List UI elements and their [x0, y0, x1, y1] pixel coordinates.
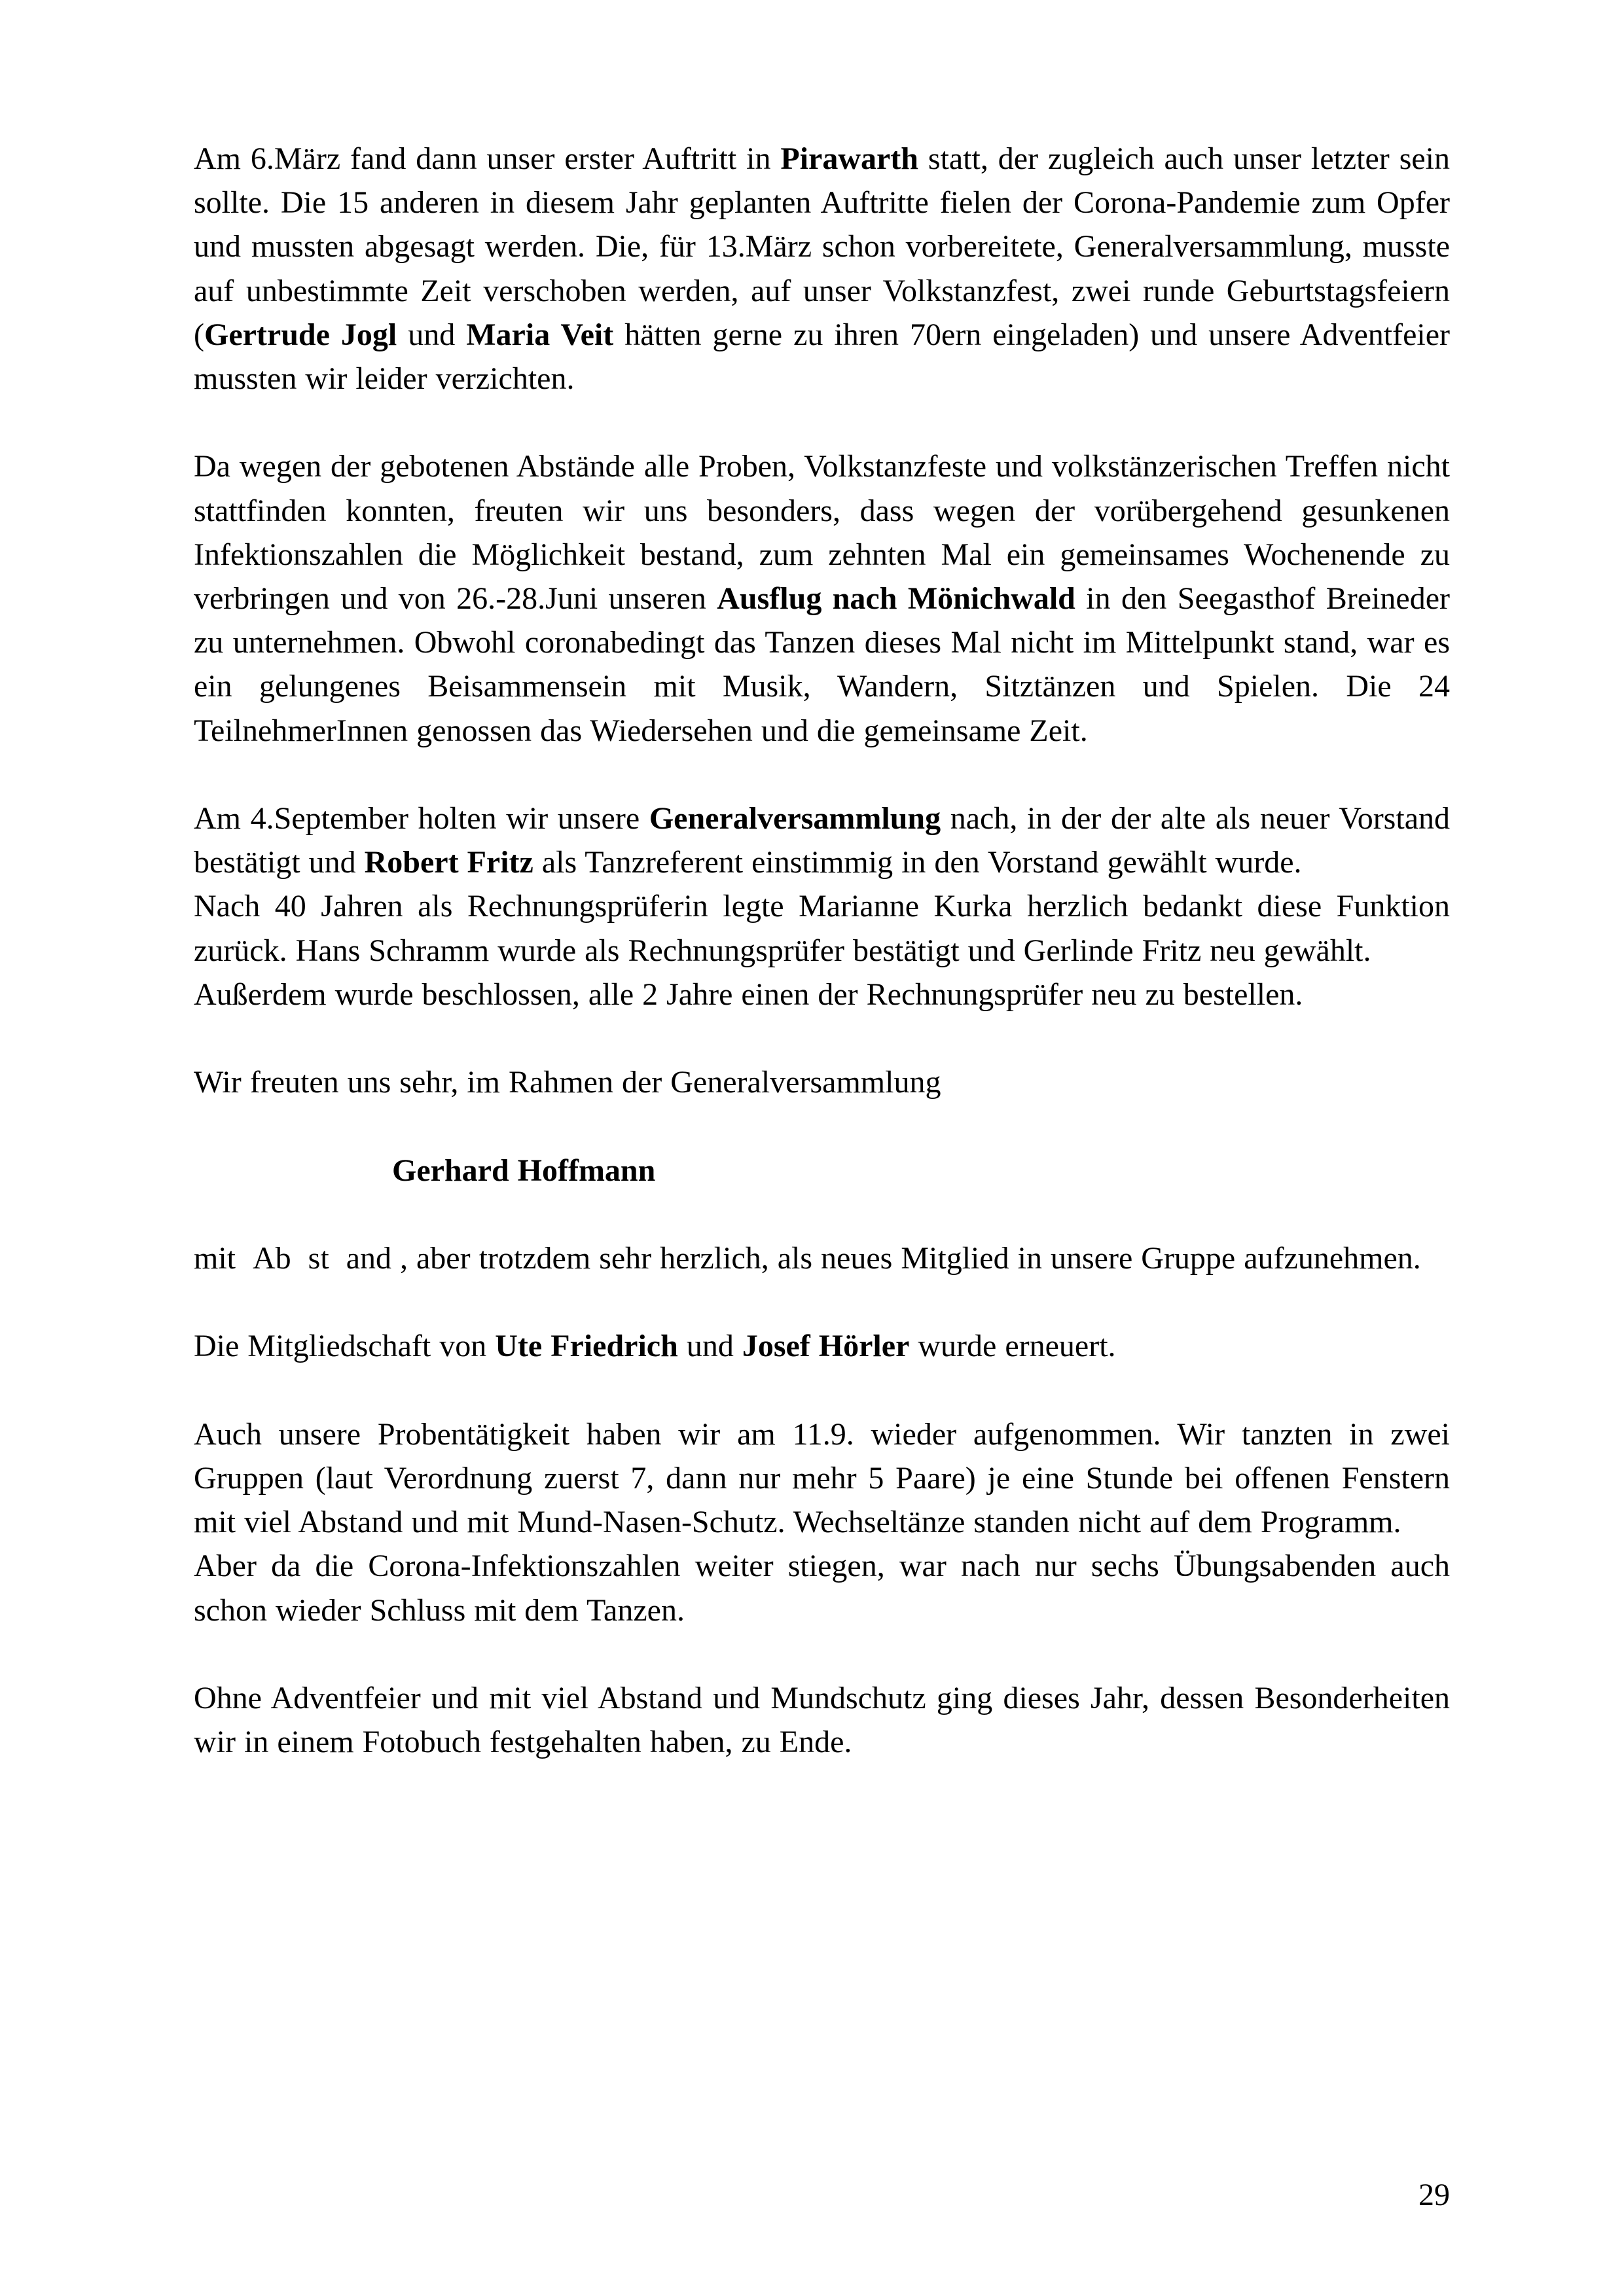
bold-text: Generalversammlung: [649, 801, 941, 836]
text-run: und: [677, 1329, 742, 1364]
text-run: wurde erneuert.: [909, 1329, 1116, 1364]
text-run: mit Ab st and , aber trotzdem sehr herzlich, als neues Mitglied in unsere Gruppe aufzunehmen.: [194, 1241, 1421, 1276]
bold-text: Ute Friedrich: [495, 1329, 678, 1364]
text-run: Wir freuten uns sehr, im Rahmen der Generalversammlung: [194, 1065, 941, 1100]
text-run: Auch unsere Probentätigkeit haben wir am 11.9. wieder aufgenommen. Wir tanzten in zwei Gruppen (laut Verordnung zuerst 7, dann nur mehr 5 Paare) je eine Stunde bei offenen Fenstern mit viel Abstand und mit Mund-Nasen-Schutz. Wechseltänze standen nicht auf dem Programm.: [194, 1416, 1450, 1540]
paragraph-wir-freuten: [194, 1060, 1450, 1104]
bold-text: Robert Fritz: [364, 845, 533, 880]
paragraph-generalversammlung: [194, 797, 1450, 884]
bold-text: Gertrude Jogl: [204, 317, 397, 352]
text-run: und: [397, 317, 467, 352]
paragraph-probentaetigkeit: [194, 1412, 1450, 1545]
text-run: Da wegen der gebotenen Abstände alle Proben, Volkstanzfeste und volkstänzerischen Treffen nicht stattfinden konnten, freuten wir uns besonders, dass wegen der vorübergehend gesunkenen Infektionszahlen die Möglichkeit bestand, zum zehnten Mal ein gemeinsames Wochenende zu verbringen und von 26.-28.Juni unseren: [194, 449, 1450, 617]
bold-text: Pirawarth: [780, 141, 918, 176]
text-run: Außerdem wurde beschlossen, alle 2 Jahre einen der Rechnungsprüfer neu zu bestellen.: [194, 977, 1303, 1012]
paragraph-jahresende: [194, 1676, 1450, 1764]
paragraph-infektionszahlen: [194, 1544, 1450, 1632]
bold-text: Ausflug nach Mönichwald: [717, 581, 1075, 617]
paragraph-ausflug: [194, 444, 1450, 752]
text-run: statt, der zugleich auch unser letzter sein sollte. Die 15 anderen in diesem Jahr geplanten Auftritte fielen der Corona-Pandemie zum Opfer und mussten abgesagt werden. Die, für 13.März schon vorbereitete, Generalversammlung, musste auf unbestimmte Zeit verschoben werden, auf unser Volkstanzfest, zwei runde Geburtstagsfeiern (: [194, 141, 1451, 352]
text-run: Die Mitgliedschaft von: [194, 1329, 496, 1364]
text-run: Nach 40 Jahren als Rechnungsprüferin legte Marianne Kurka herzlich bedankt diese Funktion zurück. Hans Schramm wurde als Rechnungsprüfer bestätigt und Gerlinde Fritz neu gewählt.: [194, 889, 1450, 968]
text-run: nach, in der der alte als neuer Vorstand bestätigt und: [194, 801, 1450, 880]
paragraph-beschluss: [194, 973, 1450, 1016]
paragraph-pirawarth: [194, 137, 1450, 401]
text-run: als Tanzreferent einstimmig in den Vorstand gewählt wurde.: [533, 845, 1302, 880]
bold-text: Gerhard Hoffmann: [392, 1153, 656, 1188]
page-number: 29: [1418, 2178, 1450, 2212]
document-body: [194, 137, 1450, 1764]
text-run: Aber da die Corona-Infektionszahlen weiter stiegen, war nach nur sechs Übungsabenden auch schon wieder Schluss mit dem Tanzen.: [194, 1549, 1450, 1628]
paragraph-abstand: [194, 1236, 1450, 1280]
paragraph-mitgliedschaft: [194, 1324, 1450, 1368]
text-run: Am 4.September holten wir unsere: [194, 801, 649, 836]
bold-text: Josef Hörler: [742, 1329, 910, 1364]
text-run: in den Seegasthof Breineder zu unternehmen. Obwohl coronabedingt das Tanzen dieses Mal nicht im Mittelpunkt stand, war es ein gelungenes Beisammensein mit Musik, Wandern, Sitztänzen und Spielen. Die 24 TeilnehmerInnen genossen das Wiedersehen und die gemeinsame Zeit.: [194, 581, 1451, 748]
text-run: hätten gerne zu ihren 70ern eingeladen) und unsere Adventfeier mussten wir leider verzichten.: [194, 317, 1451, 397]
paragraph-gerhard-hoffmann: [392, 1149, 1450, 1193]
paragraph-rechnungspruefer: [194, 884, 1450, 972]
text-run: Ohne Adventfeier und mit viel Abstand und Mundschutz ging dieses Jahr, dessen Besonderheiten wir in einem Fotobuch festgehalten haben, zu Ende.: [194, 1680, 1450, 1760]
bold-text: Maria Veit: [466, 317, 614, 352]
text-run: Am 6.März fand dann unser erster Auftritt in: [194, 141, 781, 176]
